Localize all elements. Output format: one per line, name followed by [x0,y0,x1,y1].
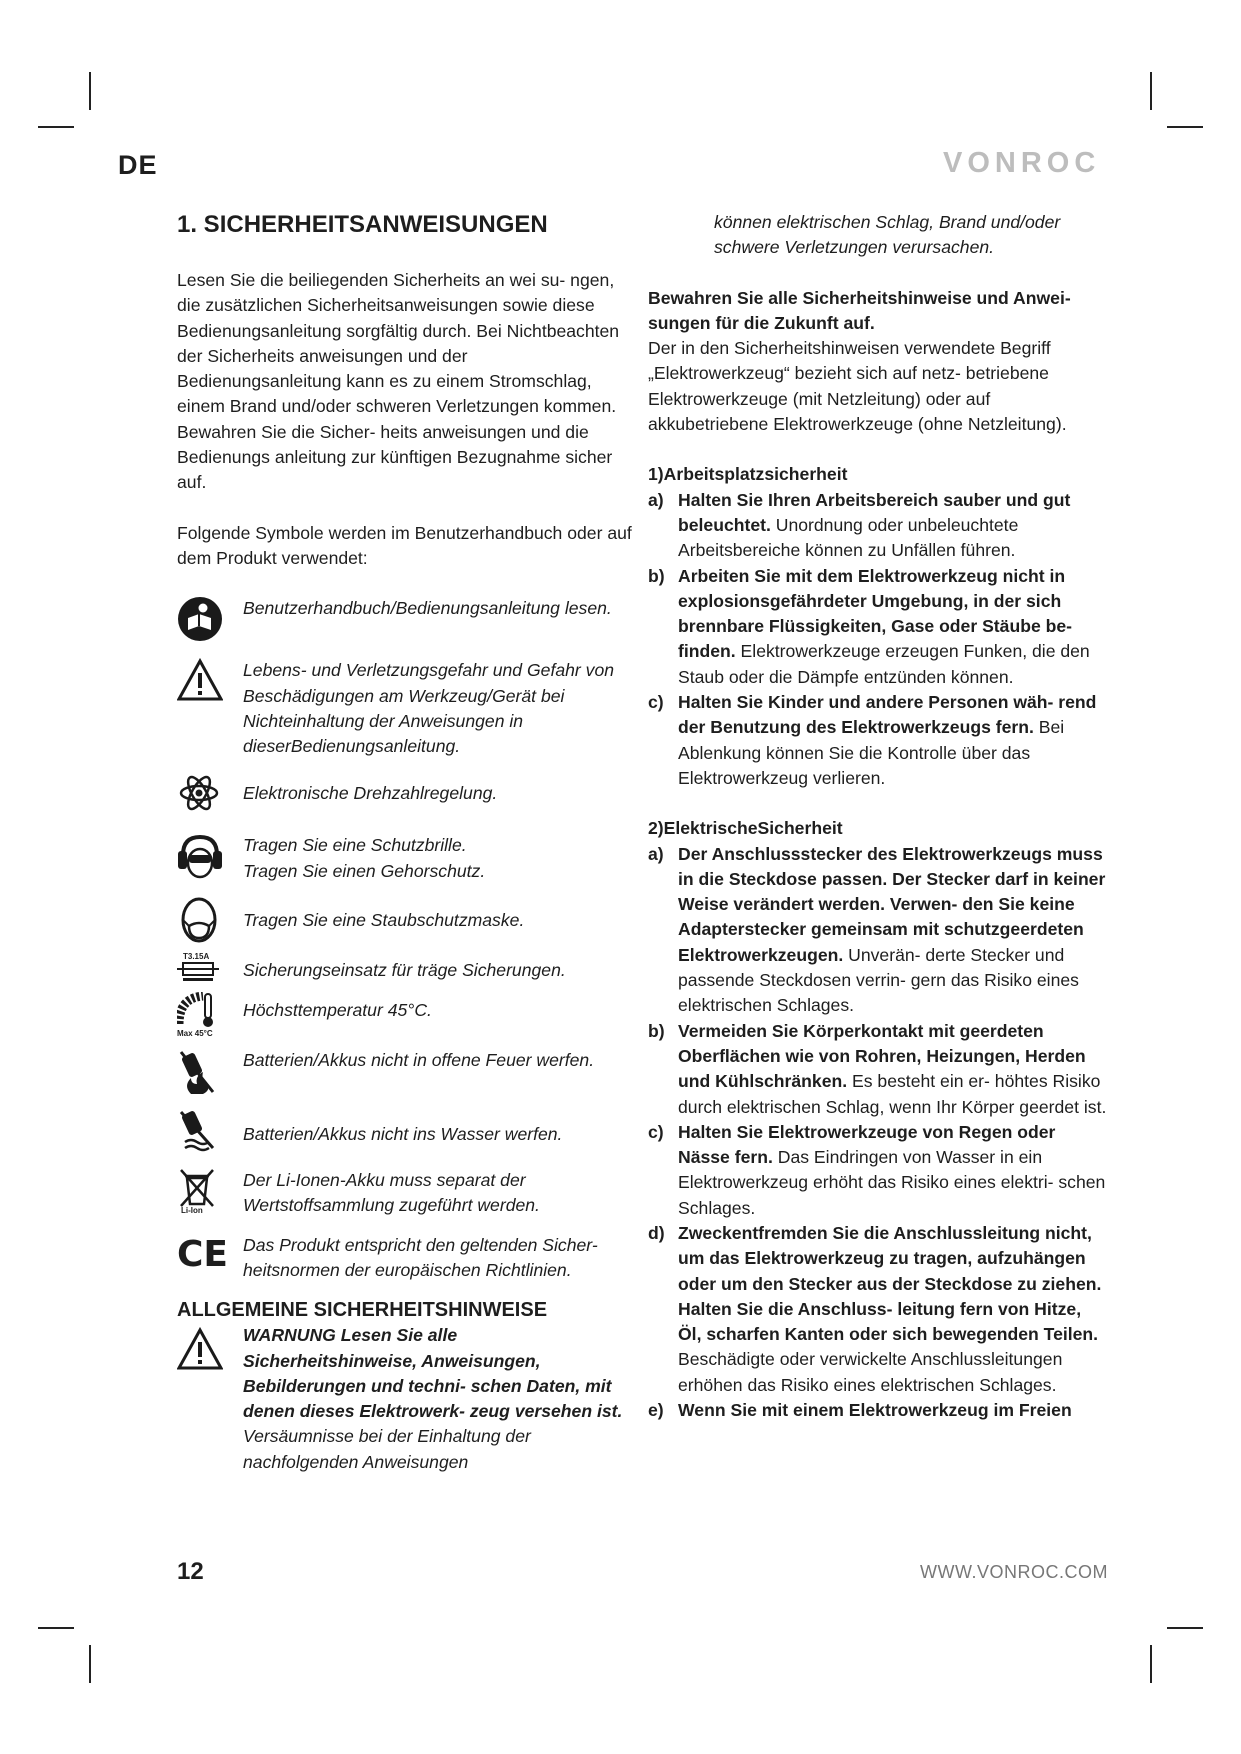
list-item [648,690,1108,791]
item-bold: Wenn Sie mit einem Elektrowerkzeug im Freien [678,1400,1072,1421]
atom-icon [177,773,243,821]
symbol-text: Tragen Sie eine Staubschutzmaske. [243,910,525,931]
thermometer-icon [177,992,243,1040]
crop-mark [89,1645,91,1683]
section-heading: 2)ElektrischeSicherheit [648,818,843,839]
item-label: c) [648,692,664,713]
symbols-intro: Folgende Symbole werden im Benutzerhandbuch oder auf dem Produkt verwendet: [177,522,632,568]
item-body [678,1398,1108,1423]
list-item [648,564,1108,690]
warning-rest: Versäumnisse bei der Einhaltung der nachfolgenden Anweisungen [243,1426,531,1472]
section-title: 1. SICHERHEITSANWEISUNGEN [177,211,548,238]
keep-instructions-bold: Bewahren Sie alle Sicherheitshinweise und Anwei- sungen für die Zukunft auf. [648,287,1071,333]
list-item [648,488,1108,564]
symbol-text: Das Produkt entspricht den geltenden Sicher- heitsnormen der europäischen Richtlinien. [243,1234,598,1280]
crop-mark [1167,126,1203,128]
warning-triangle-icon [177,658,243,706]
symbol-text: Benutzerhandbuch/Bedienungsanleitung lesen. [243,598,612,619]
item-body [678,690,1108,791]
crop-mark [1150,1645,1152,1683]
item-text: Das Eindringen von Wasser in ein Elektrowerkzeug erhöht das Risiko eines elektri- schen Schlages. [678,1147,1106,1218]
symbol-text: Lebens- und Verletzungsgefahr und Gefahr von Beschädigungen am Werkzeug/Gerät bei Nichteinhaltung der Anweisungen in dieserBedienungsanleitung. [243,660,615,757]
symbol-text: Der Li-Ionen-Akku muss separat der Wertstoffsammlung zugeführt werden. [243,1170,540,1216]
section-heading: 1)Arbeitsplatzsicherheit [648,464,848,485]
left-column [177,210,632,1475]
symbol-row [177,1233,632,1284]
symbol-text: Höchsttemperatur 45°C. [243,1000,432,1021]
symbol-row [177,992,632,1040]
item-body [678,1221,1108,1398]
item-label: b) [648,565,665,586]
brand-logo: VONROC [943,147,1101,179]
symbol-text: Tragen Sie eine Schutzbrille. Tragen Sie einen Gehorschutz. [243,835,486,881]
crop-mark [38,126,74,128]
crop-mark [38,1627,74,1629]
symbol-text: Sicherungseinsatz für träge Sicherungen. [243,960,566,981]
general-safety-heading: ALLGEMEINE SICHERHEITSHINWEISE [177,1299,548,1322]
item-bold: Halten Sie Ihren Arbeitsbereich sauber und gut beleuchtet. [678,489,1071,535]
manual-icon [177,596,243,644]
crop-mark [1167,1627,1203,1629]
item-label: a) [648,843,664,864]
warning-block [177,1323,632,1475]
crossed-bin-icon [177,1168,243,1216]
item-bold: Vermeiden Sie Körperkontakt mit geerdeten Oberflächen wie von Rohren, Heizungen, Herden und Kühlschränken. [678,1020,1086,1092]
warning-bold: WARNUNG Lesen Sie alle Sicherheitshinweise, Anweisungen, Bebilderungen und techni- schen Daten, mit denen dieses Elektrowerk- zeug versehen ist. [243,1325,623,1422]
symbol-row [177,596,632,644]
warning-triangle-icon [177,1323,243,1371]
list-item [648,1398,1108,1423]
list-item [648,1221,1108,1398]
item-text: Unverän- derte Stecker und passende Steckdosen verrin- gern das Risiko eines elektrischen Schlages. [678,944,1079,1016]
right-column [648,210,1108,1423]
item-text: Es besteht ein er- höhtes Risiko durch elektrischen Schlag, wenn Ihr Körper geerdet ist. [678,1071,1107,1117]
item-label: a) [648,489,664,510]
goggles-earmuffs-icon [177,833,243,881]
item-label: d) [648,1222,665,1243]
item-body [678,1019,1108,1120]
intro-paragraph: Lesen Sie die beiliegenden Sicherheits an wei su- ngen, die zusätzlichen Sicherheitsanweisungen sowie diese Bedienungsanleitung sorgfältig durch. Bei Nichtbeachten der Sicherheits anweisungen und der Bedienungsanleitung kann es zu einem Stromschlag, einem Brand und/oder schweren Verletzungen kommen. Bewahren Sie die Sicher- heits anweisungen und die Bedienungs anleitung zur künftigen Bezugnahme sicher auf. [177,270,620,493]
item-text: Unordnung oder unbeleuchtete Arbeitsbereiche können zu Unfällen führen. [678,514,1019,561]
no-water-battery-icon [177,1108,243,1156]
symbol-text: Batterien/Akkus nicht ins Wasser werfen. [243,1124,563,1145]
item-text: Bei Ablenkung können Sie die Kontrolle über das Elektrowerkzeug verlieren. [678,717,1065,788]
item-body [678,488,1108,564]
symbol-row [177,833,632,884]
page-number: 12 [177,1558,204,1585]
list-item [648,1120,1108,1221]
item-label: b) [648,1020,665,1041]
keep-instructions-text: Der in den Sicherheitshinweisen verwendete Begriff „Elektrowerkzeug“ bezieht sich auf netz- betriebene Elektrowerkzeuge (mit Netzleitung) oder auf akkubetriebene Elektrowerkzeuge (ohne Netzleitung). [648,338,1067,435]
symbol-row [177,773,632,821]
symbol-row [177,1048,632,1096]
fuse-label: T3.15A [183,952,210,962]
crop-mark [1150,72,1152,110]
item-label: e) [648,1400,664,1421]
symbol-row [177,896,632,944]
item-body [678,842,1108,1019]
symbol-text: Batterien/Akkus nicht in offene Feuer werfen. [243,1050,595,1071]
section-electrical [648,816,1108,1423]
symbol-row [177,952,632,986]
website-url: WWW.VONROC.COM [920,1562,1108,1582]
list-item [648,842,1108,1019]
list-item [648,1019,1108,1120]
max-temp-label: Max 45°C [177,1029,213,1039]
item-bold: Halten Sie Elektrowerkzeuge von Regen oder Nässe fern. [678,1121,1056,1168]
item-bold: Zweckentfremden Sie die Anschlussleitung nicht, um das Elektrowerkzeug zu tragen, aufzuhängen oder um den Stecker aus der Steckdose zu ziehen. Halten Sie die Anschluss- leitung fern von Hitze, Öl, scharfen Kanten oder sich bewegenden Teilen. [678,1222,1102,1345]
dust-mask-icon [177,896,243,944]
fuse-icon [177,952,243,986]
item-text: Beschädigte oder verwickelte Anschlussleitungen erhöhen das Risiko eines elektrischen Schlages. [678,1349,1063,1395]
no-fire-battery-icon [177,1048,243,1096]
ce-mark-icon: CE [177,1233,229,1275]
language-code: DE [118,150,158,180]
item-body [678,564,1108,690]
li-ion-label: Li-Ion [181,1206,203,1216]
crop-mark [89,72,91,110]
symbol-row [177,658,632,759]
symbol-row [177,1108,632,1156]
item-bold: Der Anschlussstecker des Elektrowerkzeugs muss in die Steckdose passen. Der Stecker darf in keiner Weise verändert werden. Verwen- den Sie keine Adapterstecker gemeinsam mit schutzgeerdeten Elektrowerkzeugen. [678,843,1106,965]
item-text: Elektrowerkzeuge erzeugen Funken, die den Staub oder die Dämpfe entzünden können. [678,641,1090,687]
item-label: c) [648,1121,664,1142]
section-workplace [648,462,1108,791]
symbol-row [177,1168,632,1219]
item-body [678,1120,1108,1221]
continuation-text: können elektrischen Schlag, Brand und/oder schwere Verletzungen verursachen. [714,212,1061,258]
warning-text [243,1323,632,1475]
item-bold: Arbeiten Sie mit dem Elektrowerkzeug nicht in explosionsgefährdeter Umgebung, in der sich brennbare Flüssigkeiten, Gase oder Stäube be- finden. [678,565,1073,662]
symbol-text: Elektronische Drehzahlregelung. [243,783,498,804]
item-bold: Halten Sie Kinder und andere Personen wäh- rend der Benutzung des Elektrowerkzeugs fern. [678,692,1097,738]
